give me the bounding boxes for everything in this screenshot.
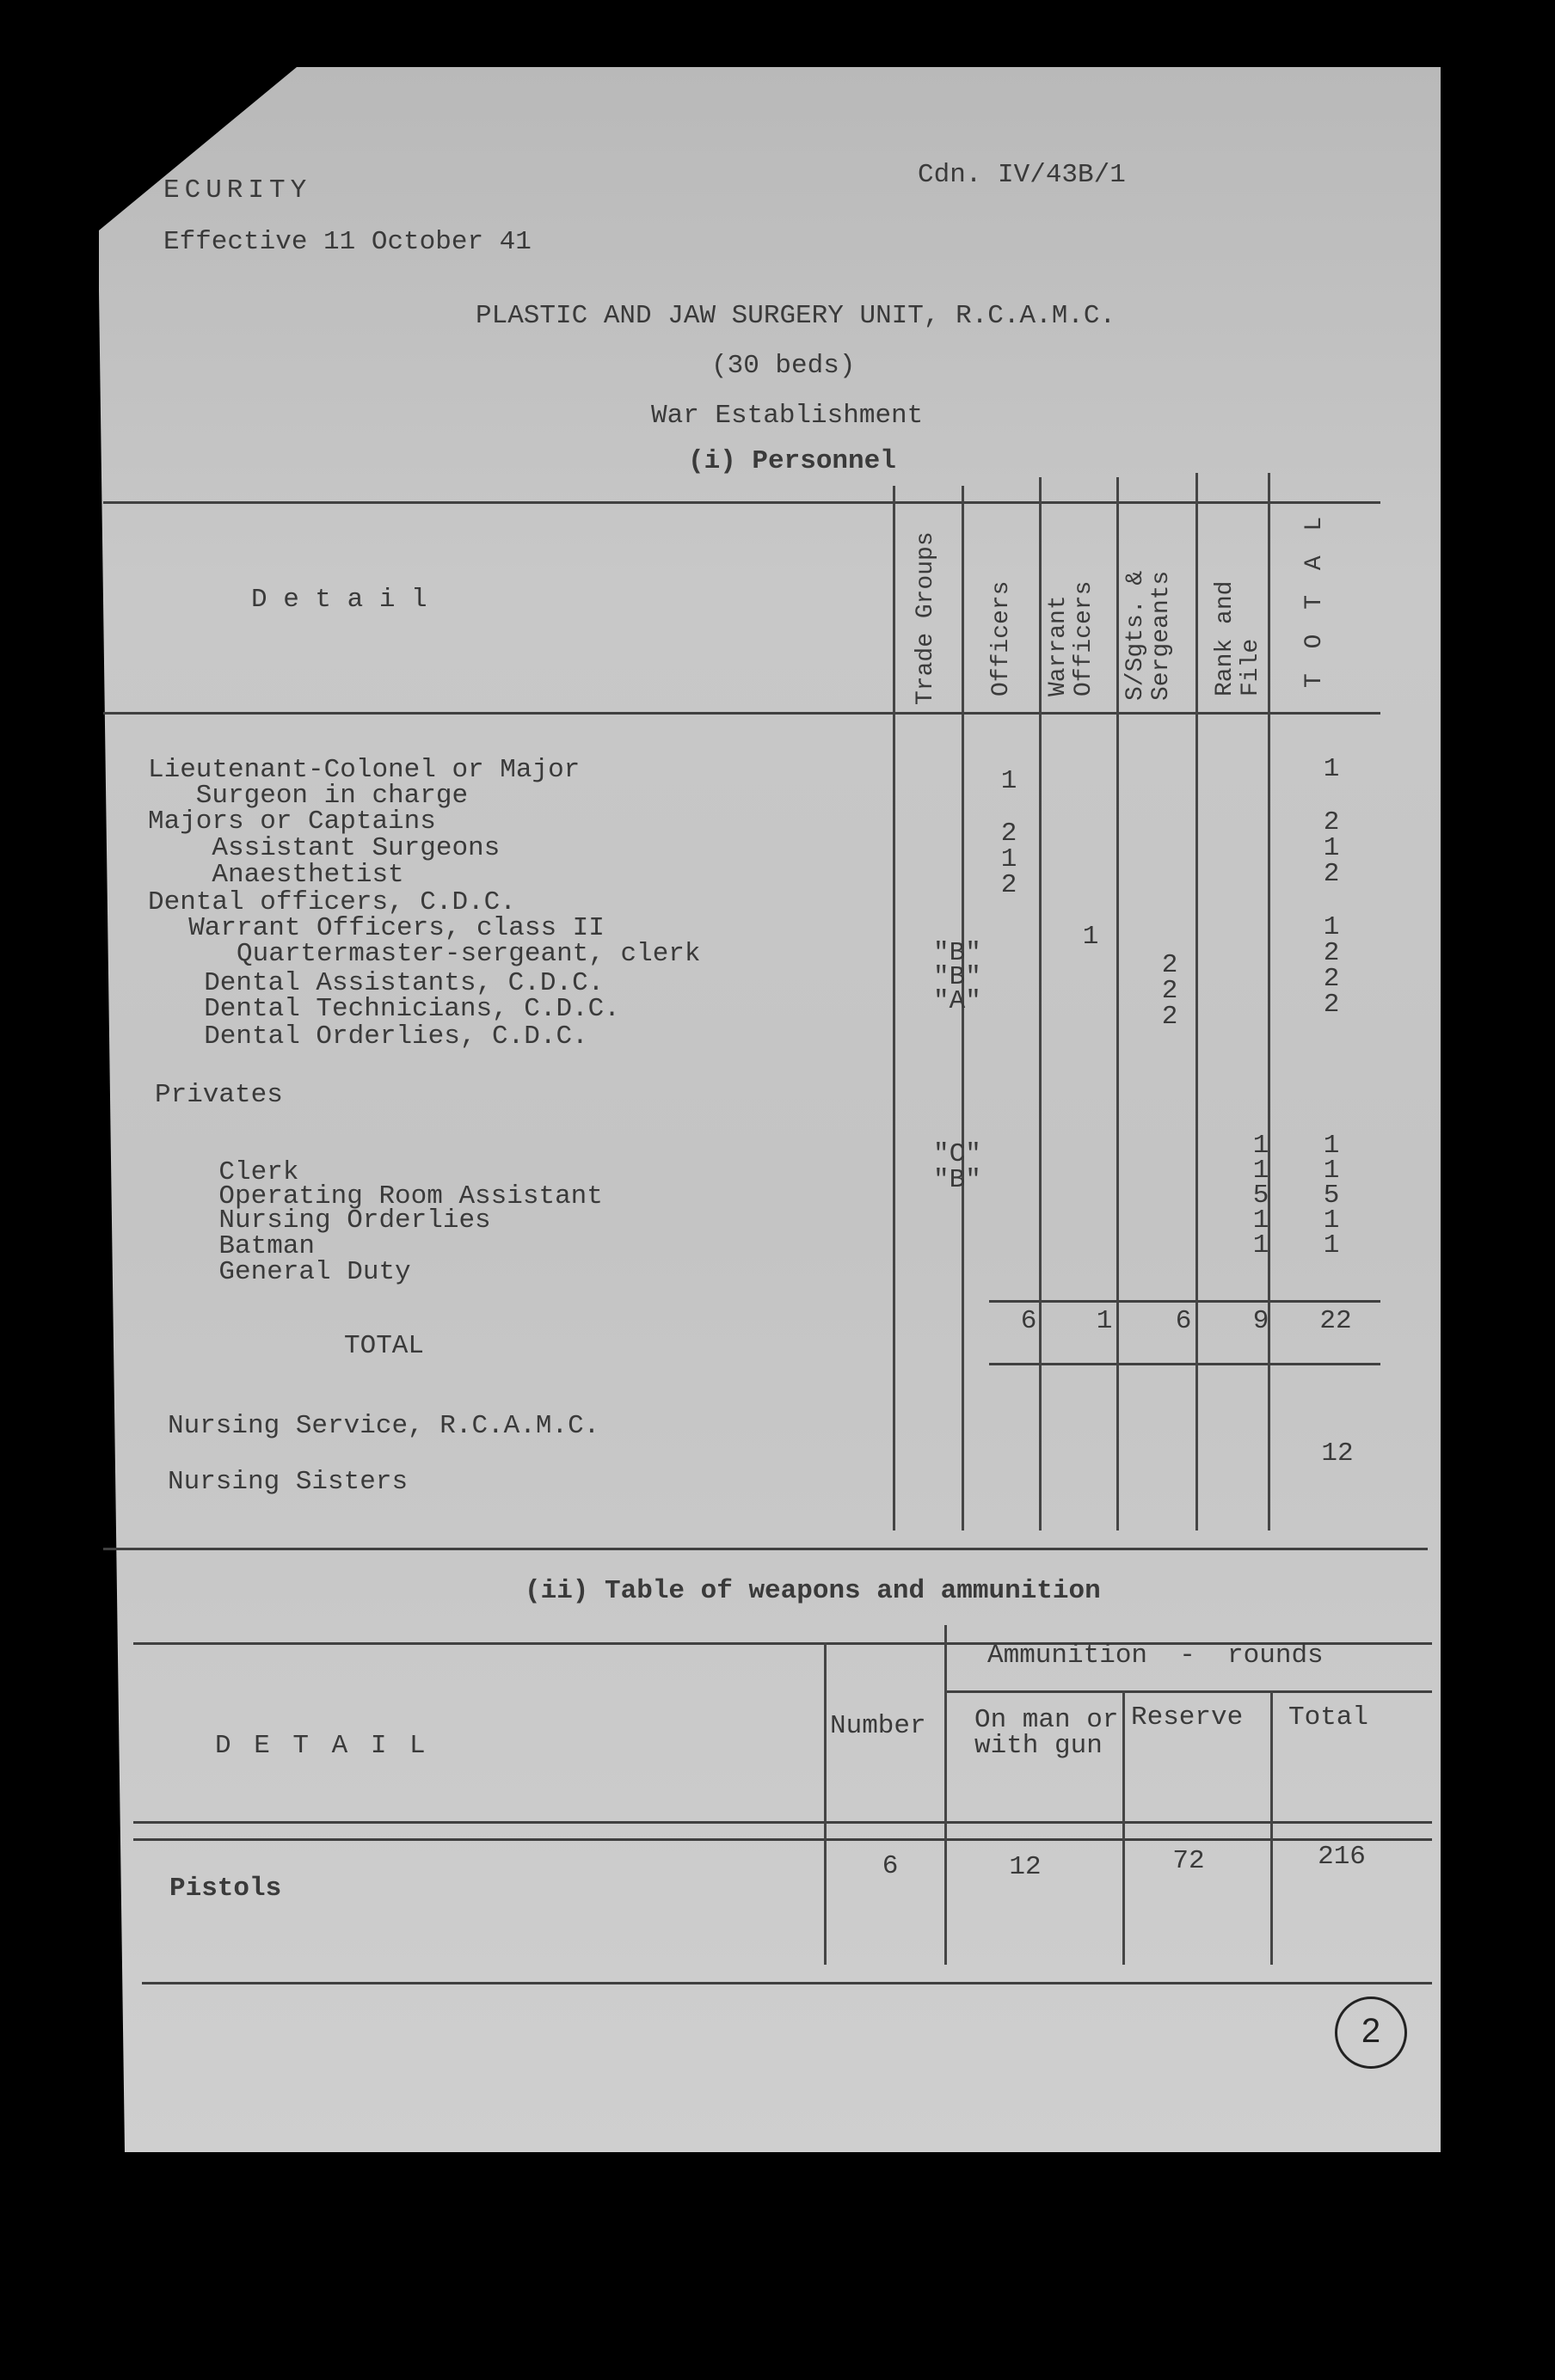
rank-and-file-cell: 1 [1252, 1131, 1269, 1161]
total-cell: 2 [1323, 807, 1340, 837]
detail-column-header: D e t a i l [251, 585, 427, 615]
subtitle: War Establishment [651, 401, 924, 431]
table-rule [989, 1300, 1380, 1303]
document-reference: Cdn. IV/43B/1 [918, 160, 1126, 190]
rank-and-file-cell: 1 [1252, 1156, 1269, 1186]
weapons-detail-header: D E T A I L [215, 1731, 429, 1761]
detail-line: Assistant Surgeons [148, 833, 501, 863]
total-cell: 2 [1323, 990, 1340, 1020]
detail-line: Warrant Officers, class II [157, 913, 605, 943]
detail-line: Surgeon in charge [148, 781, 469, 811]
weapon-number: 6 [882, 1851, 899, 1881]
table-rule [1195, 473, 1198, 1530]
ammunition-header: Ammunition - rounds [987, 1641, 1324, 1671]
weapon-item: Pistols [169, 1874, 282, 1904]
detail-line: Nursing Service, R.C.A.M.C. [168, 1411, 600, 1441]
total-cell: 1 [1323, 912, 1340, 942]
trade-group-cell: "B" [933, 1165, 981, 1195]
sergeants-cell: 2 [1161, 976, 1178, 1006]
rank-and-file-cell: 5 [1252, 1181, 1269, 1211]
trade-groups-column-header: Trade Groups [913, 531, 939, 705]
officers-total: 6 [1020, 1306, 1037, 1336]
trade-group-cell: "C" [933, 1139, 981, 1169]
detail-line: Dental officers, C.D.C. [148, 887, 516, 917]
warrant-officers-cell: 1 [1082, 922, 1099, 952]
sergeants-column-header: S/Sgts. & Sergeants [1122, 570, 1175, 701]
rank-and-file-cell: 1 [1252, 1205, 1269, 1236]
detail-line: Nursing Orderlies [155, 1205, 491, 1236]
grand-total: 22 [1319, 1306, 1352, 1336]
trade-group-cell: "A" [933, 986, 981, 1016]
total-cell: 2 [1323, 938, 1340, 968]
total-cell: 1 [1323, 1156, 1340, 1186]
effective-date: Effective 11 October 41 [163, 227, 532, 257]
sergeants-cell: 2 [1161, 950, 1178, 980]
total-cell: 2 [1323, 859, 1340, 889]
rank-and-file-cell: 1 [1252, 1230, 1269, 1261]
detail-line: Batman [155, 1231, 316, 1261]
detail-line: Nursing Sisters [168, 1467, 409, 1497]
document-title: PLASTIC AND JAW SURGERY UNIT, R.C.A.M.C. [476, 301, 1116, 331]
table-rule [824, 1642, 827, 1965]
detail-line: Dental Assistants, C.D.C. [172, 968, 605, 998]
warrant-officers-total: 1 [1096, 1306, 1113, 1336]
total-column-header: T O T A L [1301, 511, 1328, 688]
table-rule [944, 1625, 947, 1965]
weapon-on-man: 12 [1009, 1852, 1042, 1882]
detail-line: Dental Technicians, C.D.C. [172, 994, 620, 1024]
table-rule [103, 501, 1380, 504]
page-number-mark: 2 [1335, 1997, 1407, 2069]
section-personnel-heading: (i) Personnel [688, 446, 896, 476]
detail-line: Anaesthetist [148, 860, 404, 890]
reserve-column-header: Reserve [1131, 1702, 1244, 1733]
sergeants-cell: 2 [1161, 1002, 1178, 1032]
detail-line: Clerk [155, 1157, 299, 1187]
detail-line: Privates [155, 1080, 283, 1110]
table-rule [944, 1690, 1432, 1693]
total-cell: 1 [1323, 1131, 1340, 1161]
officers-column-header: Officers [988, 580, 1015, 696]
weapon-reserve: 72 [1172, 1846, 1205, 1876]
weapon-total: 216 [1318, 1842, 1366, 1872]
detail-line: Operating Room Assistant [155, 1181, 603, 1211]
detail-line: Quartermaster-sergeant, clerk [157, 939, 701, 969]
officers-cell: 1 [1000, 844, 1017, 874]
table-rule [142, 1982, 1432, 1984]
detail-line: Majors or Captains [148, 807, 436, 837]
total-cell: 1 [1323, 754, 1340, 784]
rank-and-file-column-header: Rank and File [1212, 580, 1264, 696]
total-cell: 1 [1323, 1230, 1340, 1261]
table-rule [133, 1838, 1432, 1841]
table-rule [1122, 1690, 1125, 1965]
section-weapons-heading: (ii) Table of weapons and ammunition [525, 1576, 1101, 1606]
total-cell: 1 [1323, 1205, 1340, 1236]
table-rule [1116, 477, 1119, 1530]
table-rule [893, 486, 895, 1530]
table-rule [1039, 477, 1042, 1530]
table-rule [1270, 1690, 1273, 1965]
detail-line: General Duty [155, 1257, 411, 1287]
detail-line: Lieutenant-Colonel or Major [148, 755, 581, 785]
table-rule [989, 1363, 1380, 1365]
beds-note: (30 beds) [711, 351, 856, 381]
total-cell: 5 [1323, 1181, 1340, 1211]
warrant-officers-column-header: Warrant Officers [1045, 580, 1097, 696]
number-column-header: Number [830, 1711, 926, 1741]
table-rule [103, 712, 1380, 715]
officers-cell: 2 [1000, 819, 1017, 849]
rank-and-file-total: 9 [1252, 1306, 1269, 1336]
sergeants-total: 6 [1175, 1306, 1192, 1336]
total-cell: 1 [1323, 833, 1340, 863]
trade-group-cell: "B" [933, 938, 981, 968]
table-rule [103, 1548, 1428, 1550]
security-marking: ECURITY [163, 175, 312, 205]
total-row-label: TOTAL [344, 1331, 425, 1361]
nursing-total: 12 [1321, 1438, 1354, 1469]
trade-group-cell: "B" [933, 962, 981, 992]
table-rule [133, 1821, 1432, 1824]
table-rule [1268, 473, 1270, 1530]
detail-line: Dental Orderlies, C.D.C. [172, 1021, 588, 1052]
ammo-total-column-header: Total [1288, 1702, 1369, 1733]
on-man-column-header: On man or with gun [974, 1705, 1119, 1761]
officers-cell: 2 [1000, 870, 1017, 900]
officers-cell: 1 [1000, 766, 1017, 796]
total-cell: 2 [1323, 964, 1340, 994]
